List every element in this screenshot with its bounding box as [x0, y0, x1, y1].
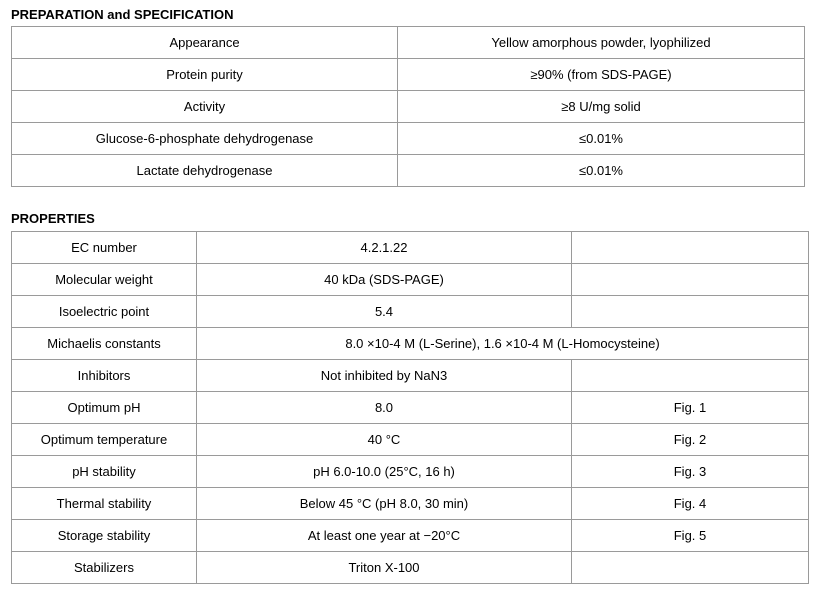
spec-value: ≤0.01% [398, 123, 805, 155]
property-label: Optimum temperature [12, 424, 197, 456]
table-row [12, 59, 805, 91]
property-ref [572, 360, 809, 392]
table-row [12, 392, 809, 424]
property-value: 8.0 [197, 392, 572, 424]
property-value: At least one year at −20°C [197, 520, 572, 552]
property-label: Inhibitors [12, 360, 197, 392]
property-label: Molecular weight [12, 264, 197, 296]
table-row [12, 296, 809, 328]
property-ref [572, 232, 809, 264]
table-row [12, 27, 805, 59]
property-value: 5.4 [197, 296, 572, 328]
spec-value: ≥90% (from SDS-PAGE) [398, 59, 805, 91]
property-value: Triton X-100 [197, 552, 572, 584]
table-row [12, 552, 809, 584]
property-value: Below 45 °C (pH 8.0, 30 min) [197, 488, 572, 520]
property-label: Thermal stability [12, 488, 197, 520]
table-row [12, 328, 809, 360]
table-row [12, 456, 809, 488]
property-ref: Fig. 1 [572, 392, 809, 424]
spec-label: Lactate dehydrogenase [12, 155, 398, 187]
spec-value: ≥8 U/mg solid [398, 91, 805, 123]
table-row [12, 232, 809, 264]
spec-value: Yellow amorphous powder, lyophilized [398, 27, 805, 59]
table-row [12, 155, 805, 187]
property-ref: Fig. 2 [572, 424, 809, 456]
spec-value: ≤0.01% [398, 155, 805, 187]
spec-label: Protein purity [12, 59, 398, 91]
property-label: Optimum pH [12, 392, 197, 424]
property-label: Isoelectric point [12, 296, 197, 328]
preparation-table [11, 26, 805, 187]
property-ref [572, 296, 809, 328]
property-ref [572, 264, 809, 296]
property-label: Michaelis constants [12, 328, 197, 360]
table-row [12, 91, 805, 123]
property-ref: Fig. 4 [572, 488, 809, 520]
property-value: Not inhibited by NaN3 [197, 360, 572, 392]
properties-table [11, 231, 809, 584]
property-label: Stabilizers [12, 552, 197, 584]
property-label: pH stability [12, 456, 197, 488]
table-row [12, 123, 805, 155]
property-ref: Fig. 5 [572, 520, 809, 552]
table-row [12, 360, 809, 392]
preparation-section-title: PREPARATION and SPECIFICATION [11, 7, 234, 22]
spec-label: Glucose-6-phosphate dehydrogenase [12, 123, 398, 155]
property-label: Storage stability [12, 520, 197, 552]
property-value: 4.2.1.22 [197, 232, 572, 264]
property-value: 40 kDa (SDS-PAGE) [197, 264, 572, 296]
property-value: pH 6.0-10.0 (25°C, 16 h) [197, 456, 572, 488]
table-row [12, 264, 809, 296]
table-row [12, 488, 809, 520]
property-value: 40 °C [197, 424, 572, 456]
property-ref [572, 552, 809, 584]
spec-label: Activity [12, 91, 398, 123]
property-label: EC number [12, 232, 197, 264]
spec-label: Appearance [12, 27, 398, 59]
property-ref: Fig. 3 [572, 456, 809, 488]
table-row [12, 424, 809, 456]
properties-section-title: PROPERTIES [11, 211, 95, 226]
property-value: 8.0 ×10-4 M (L-Serine), 1.6 ×10-4 M (L-Homocysteine) [197, 328, 809, 360]
table-row [12, 520, 809, 552]
